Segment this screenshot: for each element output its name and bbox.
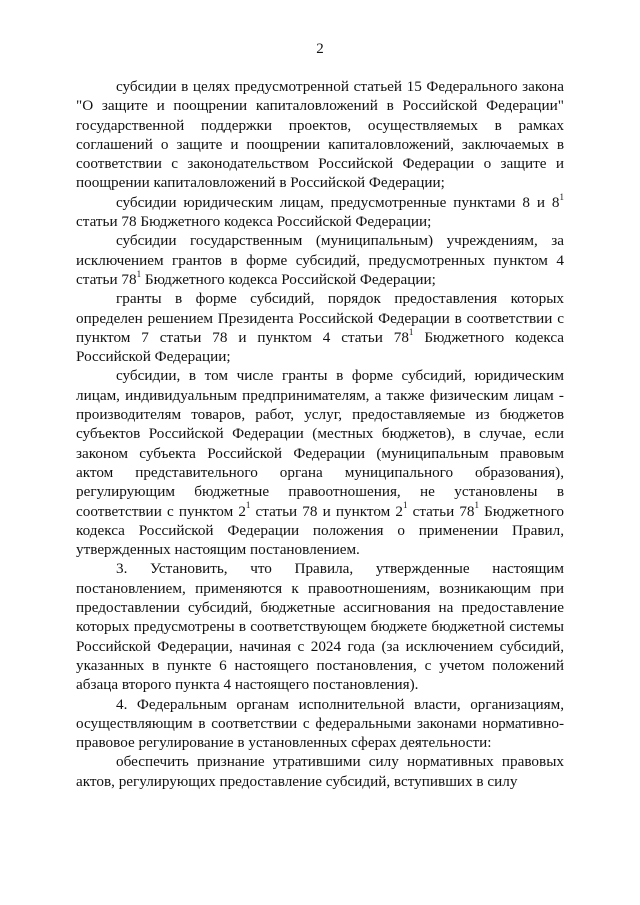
paragraph-regional-subsidies: субсидии, в том числе гранты в форме субсидий, юридическим лицам, индивидуальным предпринимателям, а также физическим лицам - производителям товаров, работ, услуг, предоставляемые из бюджетов субъектов Российской Федерации (местных бюджетов), в случае, если законом субъекта Российской Федерации (муниципальным правовым актом представительного органа муниципального образования), регулирующим бюджетные правоотношения, не установлены в соответствии с пунктом $2^1$ статьи 78 и пунктом $2^1$ статьи $78^1$ Бюджетного кодекса Российской Федерации положения о применении Правил, утвержденных настоящим постановлением. [76, 367, 565, 559]
paragraph-item-3: 3. Установить, что Правила, утвержденные настоящим постановлением, применяются к правоотношениям, возникающим при предоставлении субсидий, бюджетные ассигнования на предоставление которых предусмотрены в соответствующем бюджете бюджетной системы Российской Федерации, начиная с 2024 года (за исключением субсидий, указанных в пункте 6 настоящего постановления, с учетом положений абзаца второго пункта 4 настоящего постановления). [76, 560, 564, 694]
document-body [76, 77, 564, 791]
paragraph-item-4: 4. Федеральным органам исполнительной власти, организациям, осуществляющим в соответствии с федеральными законами нормативно-правовое регулирование в установленных сферах деятельности: [76, 695, 564, 752]
paragraph-item-4-continuation: обеспечить признание утратившими силу нормативных правовых актов, регулирующих предоставление субсидий, вступивших в силу [76, 753, 564, 790]
page-number: 2 [316, 41, 324, 57]
paragraph-presidential-grants: гранты в форме субсидий, порядок предоставления которых определен решением Президента Российской Федерации в соответствии с пунктом 7 статьи 78 и пунктом 4 статьи $78^1$ Бюджетного кодекса Российской Федерации; [76, 290, 564, 366]
paragraph-institution-subsidies: субсидии государственным (муниципальным) учреждениям, за исключением грантов в форме субсидий, предусмотренных пунктом 4 статьи $78^1$ Бюджетного кодекса Российской Федерации; [76, 232, 564, 288]
paragraph-investment-subsidies: субсидии в целях предусмотренной статьей 15 Федерального закона "О защите и поощрении капиталовложений в Российской Федерации" государственной поддержки проектов, осуществляемых в рамках соглашений о защите и поощрении капиталовложений, заключаемых в соответствии с законодательством Российской Федерации о защите и поощрении капиталовложений в Российской Федерации; [76, 78, 564, 192]
paragraph-legal-entities-subsidies: субсидии юридическим лицам, предусмотренные пунктами 8 и $8^1$ статьи 78 Бюджетного кодекса Российской Федерации; [76, 191, 564, 231]
